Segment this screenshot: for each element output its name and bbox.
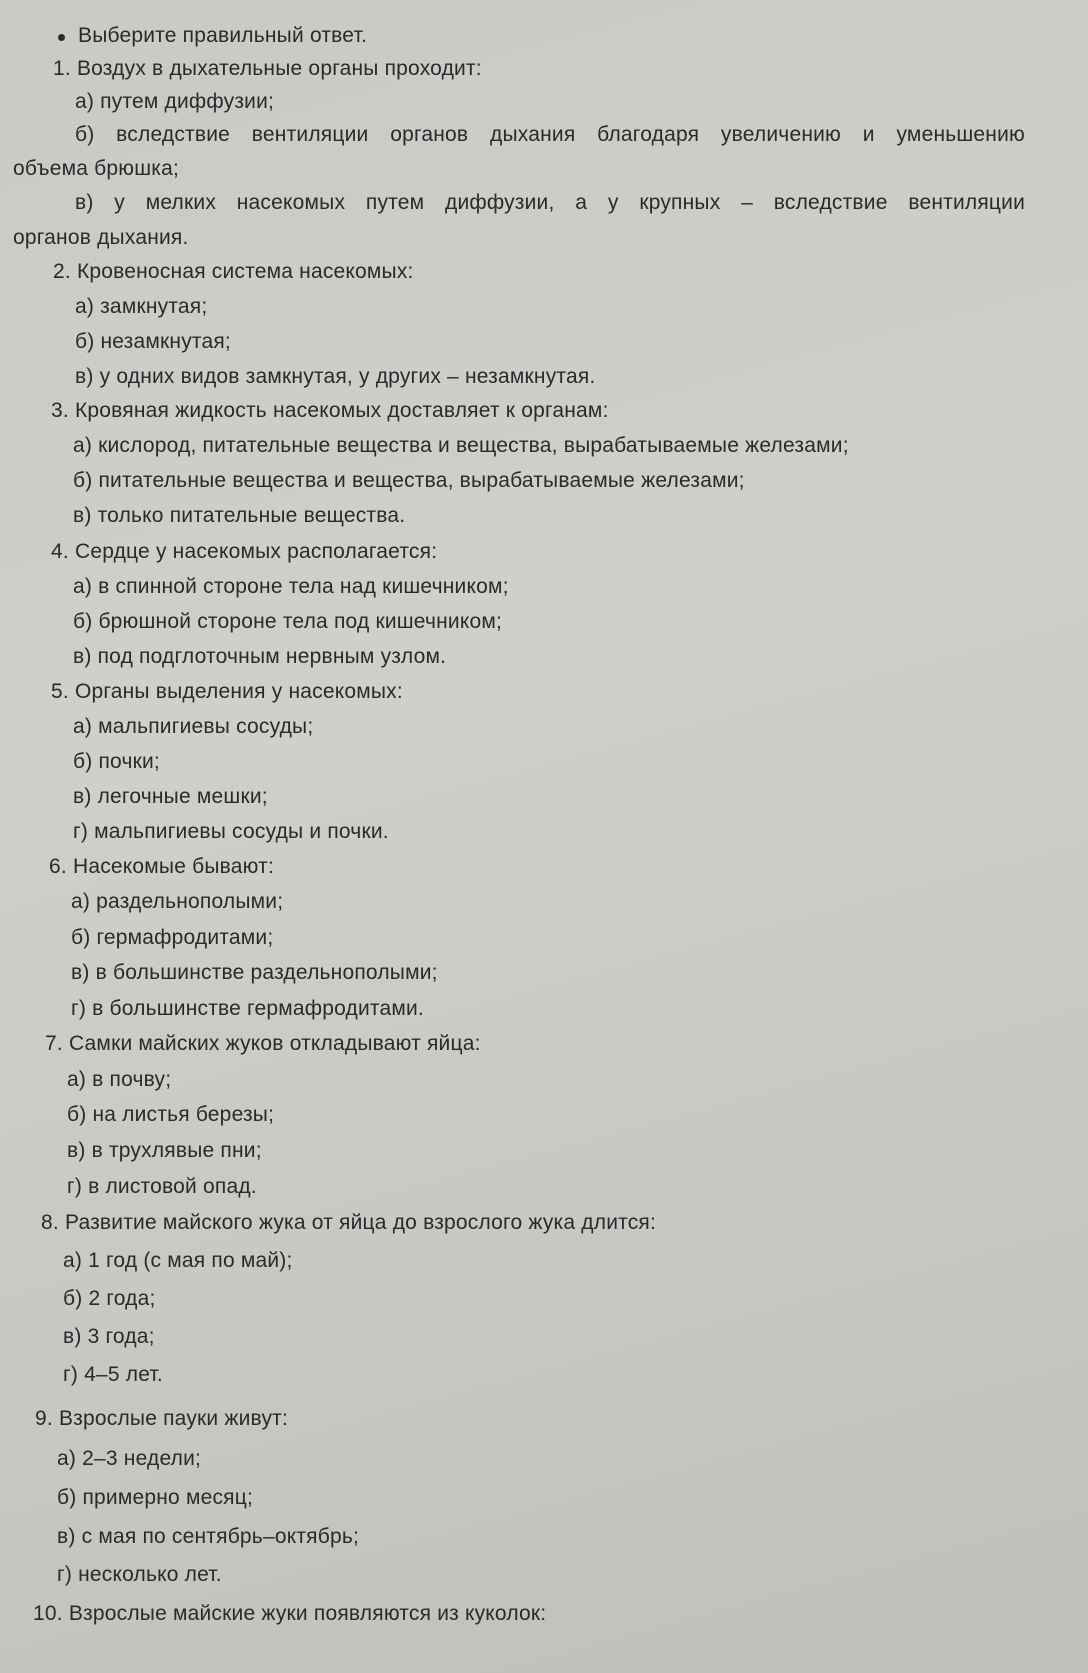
q1-option-b-line1: б) вследствие вентиляции органов дыхания благодаря увеличению и уменьшению [75, 123, 1025, 146]
question-7: 7. Самки майских жуков откладывают яйца: [45, 1032, 481, 1055]
q9-option-c: в) с мая по сентябрь–октябрь; [57, 1525, 359, 1548]
q3-option-a: а) кислород, питательные вещества и вещества, вырабатываемые железами; [73, 434, 849, 457]
question-1: 1. Воздух в дыхательные органы проходит: [53, 57, 482, 80]
q5-option-a: а) мальпигиевы сосуды; [73, 715, 314, 738]
q1-option-a: а) путем диффузии; [75, 90, 275, 113]
q1-option-c-line1: в) у мелких насекомых путем диффузии, а у крупных – вследствие вентиляции [75, 191, 1025, 214]
q9-option-b: б) примерно месяц; [57, 1486, 253, 1509]
q2-option-c: в) у одних видов замкнутая, у других – незамкнутая. [75, 365, 596, 388]
instruction-text: Выберите правильный ответ. [78, 24, 368, 47]
q7-option-a: а) в почву; [67, 1068, 172, 1091]
q7-option-b: б) на листья березы; [67, 1103, 275, 1126]
question-6: 6. Насекомые бывают: [49, 855, 274, 878]
question-8: 8. Развитие майского жука от яйца до взрослого жука длится: [41, 1211, 657, 1234]
q1-option-c-line2: органов дыхания. [13, 226, 189, 249]
bullet-icon [58, 34, 65, 41]
q8-option-c: в) 3 года; [63, 1325, 155, 1348]
question-9: 9. Взрослые пауки живут: [35, 1407, 288, 1430]
question-5: 5. Органы выделения у насекомых: [51, 680, 403, 703]
q5-option-b: б) почки; [73, 750, 160, 773]
question-10: 10. Взрослые майские жуки появляются из куколок: [33, 1602, 547, 1625]
q2-option-a: а) замкнутая; [75, 295, 208, 318]
q5-option-c: в) легочные мешки; [73, 785, 268, 808]
q5-option-d: г) мальпигиевы сосуды и почки. [73, 820, 389, 843]
q1-option-b-line2: объема брюшка; [13, 157, 180, 180]
question-2: 2. Кровеносная система насекомых: [53, 260, 414, 283]
q4-option-c: в) под подглоточным нервным узлом. [73, 645, 447, 668]
q7-option-d: г) в листовой опад. [67, 1175, 257, 1198]
question-4: 4. Сердце у насекомых располагается: [51, 540, 438, 563]
q9-option-d: г) несколько лет. [57, 1563, 222, 1586]
q6-option-b: б) гермафродитами; [71, 926, 274, 949]
q6-option-a: а) раздельнополыми; [71, 890, 284, 913]
q7-option-c: в) в трухлявые пни; [67, 1139, 262, 1162]
q4-option-a: а) в спинной стороне тела над кишечником; [73, 575, 509, 598]
q4-option-b: б) брюшной стороне тела под кишечником; [73, 610, 503, 633]
q6-option-c: в) в большинстве раздельнополыми; [71, 961, 438, 984]
q8-option-a: а) 1 год (с мая по май); [63, 1249, 293, 1272]
q2-option-b: б) незамкнутая; [75, 330, 231, 353]
q3-option-b: б) питательные вещества и вещества, вырабатываемые железами; [73, 469, 745, 492]
q8-option-d: г) 4–5 лет. [63, 1363, 163, 1386]
q8-option-b: б) 2 года; [63, 1287, 156, 1310]
q3-option-c: в) только питательные вещества. [73, 504, 406, 527]
q6-option-d: г) в большинстве гермафродитами. [71, 997, 424, 1020]
question-3: 3. Кровяная жидкость насекомых доставляет к органам: [51, 399, 609, 422]
q9-option-a: а) 2–3 недели; [57, 1447, 202, 1470]
